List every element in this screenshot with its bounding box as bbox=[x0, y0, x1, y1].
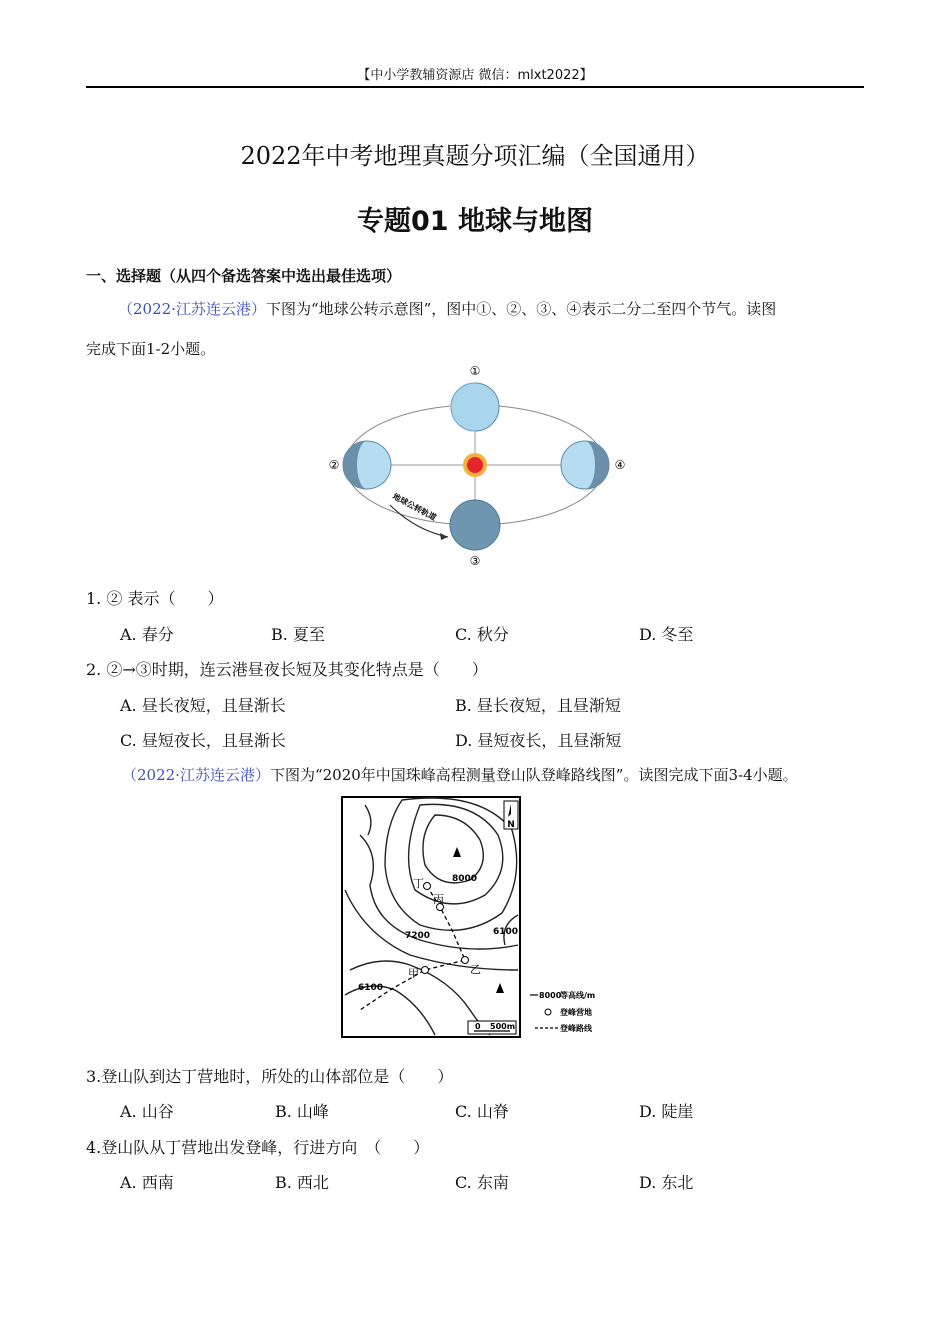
page-header: 【中小学教辅资源店 微信：mlxt2022】 bbox=[357, 68, 593, 83]
question-2-option-a: A. 昼长夜短，且昼渐长 bbox=[120, 696, 286, 715]
camp-label-jia: 甲 bbox=[408, 967, 419, 980]
group-1-source: （2022·江苏连云港） bbox=[118, 300, 266, 318]
north-label: N bbox=[507, 820, 515, 830]
question-1-stem: ② 表示（ ） bbox=[106, 589, 224, 608]
group-1-text-line1: 下图为“地球公转示意图”，图中①、②、③、④表示二分二至四个节气。读图 bbox=[265, 300, 777, 318]
camp-label-bing: 丙 bbox=[433, 893, 444, 906]
group-2-source: （2022·江苏连云港） bbox=[122, 766, 270, 784]
question-2-option-b: B. 昼长夜短，且昼渐短 bbox=[455, 696, 621, 715]
orbit-label: 地球公转轨道 bbox=[391, 491, 438, 523]
question-1-option-c: C. 秋分 bbox=[455, 625, 509, 644]
question-4-option-c: C. 东南 bbox=[455, 1173, 509, 1192]
header-divider bbox=[86, 86, 864, 88]
question-3 bbox=[86, 1064, 453, 1087]
camp-jia bbox=[422, 967, 429, 974]
marker-1: ① bbox=[469, 365, 481, 378]
marker-3: ③ bbox=[469, 554, 481, 568]
legend-camp: 登峰营地 bbox=[560, 1008, 592, 1017]
legend-contour: 等高线/m bbox=[560, 991, 596, 1000]
group-1-intro bbox=[86, 290, 864, 328]
question-1 bbox=[86, 586, 223, 609]
question-3-option-a: A. 山谷 bbox=[120, 1102, 174, 1121]
question-2 bbox=[86, 657, 488, 680]
question-1-option-b: B. 夏至 bbox=[271, 625, 325, 644]
earth-revolution-diagram bbox=[320, 365, 635, 570]
question-3-option-c: C. 山脊 bbox=[455, 1102, 509, 1121]
legend-contour-value: 8000 bbox=[539, 991, 562, 1000]
question-1-option-d: D. 冬至 bbox=[639, 625, 694, 644]
group-1-text-line2: 完成下面1-2小题。 bbox=[86, 340, 216, 358]
question-2-number: 2. bbox=[86, 660, 102, 679]
camp-ding bbox=[424, 883, 431, 890]
question-2-option-c: C. 昼短夜长，且昼渐长 bbox=[120, 731, 286, 750]
scale-distance: 500m bbox=[490, 1022, 516, 1031]
document-title: 2022年中考地理真题分项汇编（全国通用） bbox=[240, 142, 710, 170]
question-4-number: 4. bbox=[86, 1138, 102, 1157]
earth-position-3 bbox=[450, 500, 500, 550]
question-2-option-d: D. 昼短夜长，且昼渐短 bbox=[455, 731, 622, 750]
marker-2: ② bbox=[328, 458, 340, 472]
question-2-stem: ②→③时期，连云港昼夜长短及其变化特点是（ ） bbox=[106, 660, 488, 679]
contour-label-6100-west: 6100 bbox=[358, 983, 384, 993]
orbit-arrowhead bbox=[440, 533, 448, 540]
camp-yi bbox=[462, 957, 469, 964]
question-3-stem: 登山队到达丁营地时，所处的山体部位是（ ） bbox=[101, 1067, 454, 1086]
contour-label-7200: 7200 bbox=[405, 931, 431, 941]
sun bbox=[467, 457, 483, 473]
section-heading: 一、选择题（从四个备选答案中选出最佳选项） bbox=[86, 267, 402, 285]
contour-label-8000: 8000 bbox=[452, 874, 478, 884]
question-4-option-d: D. 东北 bbox=[639, 1173, 694, 1192]
question-3-number: 3. bbox=[86, 1067, 102, 1086]
group-2-intro bbox=[122, 764, 798, 785]
everest-route-map bbox=[340, 795, 615, 1040]
legend-route: 登峰路线 bbox=[560, 1024, 592, 1033]
question-4-option-b: B. 西北 bbox=[275, 1173, 329, 1192]
question-3-option-b: B. 山峰 bbox=[275, 1102, 329, 1121]
document-subtitle: 专题01 地球与地图 bbox=[357, 206, 593, 237]
legend-camp-icon bbox=[545, 1009, 551, 1015]
question-4-option-a: A. 西南 bbox=[120, 1173, 174, 1192]
question-3-option-d: D. 陡崖 bbox=[639, 1102, 694, 1121]
marker-4: ④ bbox=[614, 458, 626, 472]
question-1-option-a: A. 春分 bbox=[120, 625, 174, 644]
question-4-stem: 登山队从丁营地出发登峰，行进方向 （ ） bbox=[101, 1138, 430, 1157]
contour-label-6100-east: 6100 bbox=[493, 927, 519, 937]
camp-label-yi: 乙 bbox=[470, 963, 481, 976]
question-1-number: 1. bbox=[86, 589, 102, 608]
group-2-text: 下图为“2020年中国珠峰高程测量登山队登峰路线图”。读图完成下面3-4小题。 bbox=[269, 766, 798, 784]
question-4 bbox=[86, 1135, 429, 1158]
scale-zero: 0 bbox=[475, 1022, 481, 1031]
camp-label-ding: 丁 bbox=[413, 877, 424, 890]
